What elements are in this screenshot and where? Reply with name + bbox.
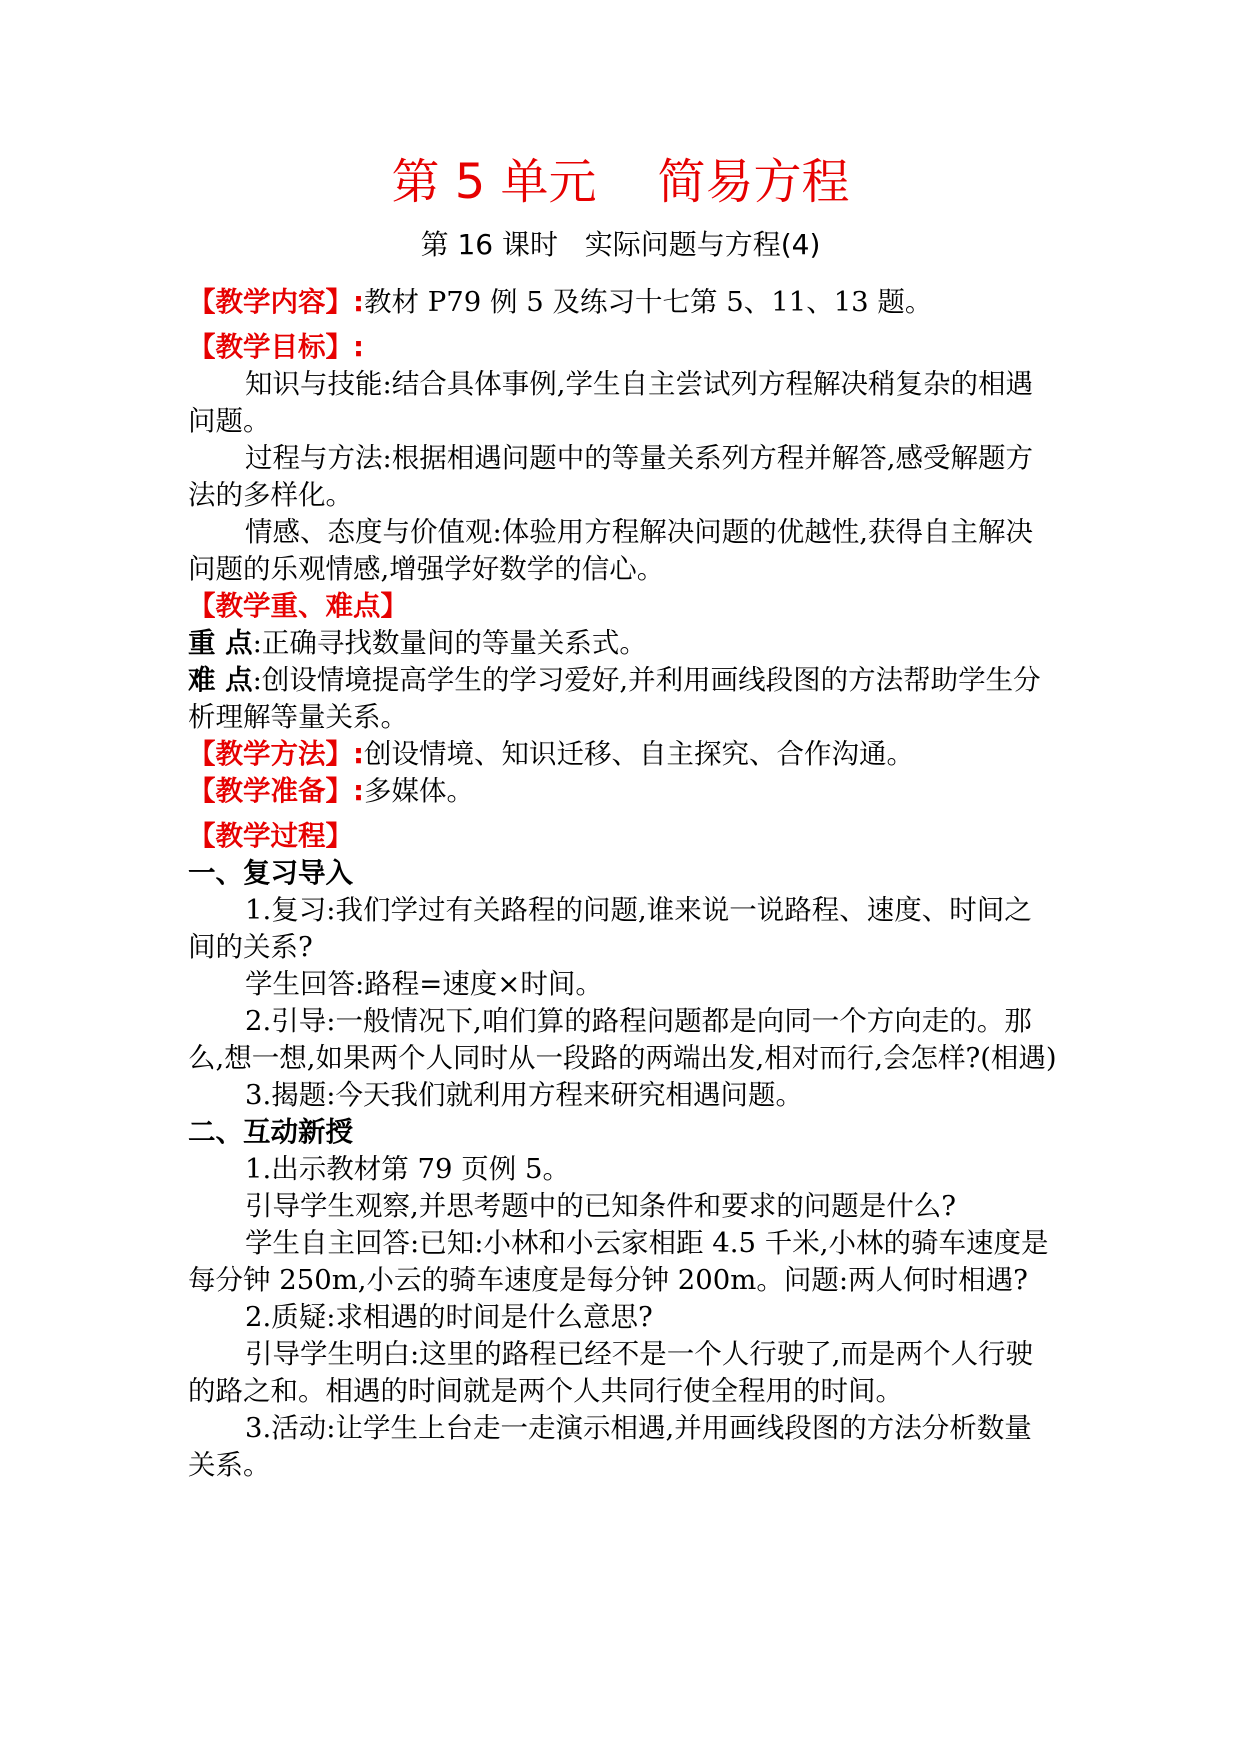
method-label: 【教学方法】: — [188, 738, 364, 770]
teaching-goals-heading — [188, 329, 1058, 366]
section-heading: 一、复习导入 — [188, 857, 353, 889]
section-heading: 二、互动新授 — [188, 1116, 353, 1148]
key-point-text: :正确寻找数量间的等量关系式。 — [252, 627, 647, 659]
goal-item: 情感、态度与价值观:体验用方程解决问题的优越性,获得自主解决问题的乐观情感,增强学好数学的信心。 — [188, 516, 1034, 585]
paragraph: 2.引导:一般情况下,咱们算的路程问题都是向同一个方向走的。那么,想一想,如果两个人同时从一段路的两端出发,相对而行,会怎样?(相遇) — [188, 1005, 1057, 1074]
process-label: 【教学过程】 — [188, 820, 353, 852]
teaching-method — [188, 736, 1058, 773]
paragraph: 3.活动:让学生上台走一走演示相遇,并用画线段图的方法分析数量关系。 — [188, 1412, 1032, 1481]
key-point-label: 重 点 — [188, 627, 253, 659]
paragraph: 3.揭题:今天我们就利用方程来研究相遇问题。 — [245, 1079, 804, 1111]
teaching-content — [188, 284, 1058, 321]
paragraph: 引导学生观察,并思考题中的已知条件和要求的问题是什么? — [245, 1190, 956, 1222]
paragraph: 引导学生明白:这里的路程已经不是一个人行驶了,而是两个人行驶的路之和。相遇的时间就是两个人共同行使全程用的时间。 — [188, 1338, 1034, 1407]
lesson-subtitle: 第 16 课时 实际问题与方程(4) — [420, 228, 821, 261]
goal-item: 知识与技能:结合具体事例,学生自主尝试列方程解决稍复杂的相遇问题。 — [188, 368, 1034, 437]
difficult-point — [188, 662, 1058, 736]
prep-text: 多媒体。 — [364, 775, 474, 807]
teaching-prep — [188, 773, 1058, 810]
key-point — [188, 625, 1058, 662]
prep-label: 【教学准备】: — [188, 775, 364, 807]
paragraph: 1.复习:我们学过有关路程的问题,谁来说一说路程、速度、时间之间的关系? — [188, 894, 1032, 963]
paragraph: 1.出示教材第 79 页例 5。 — [245, 1153, 570, 1185]
content-text: 教材 P79 例 5 及练习十七第 5、11、13 题。 — [364, 286, 933, 318]
key-points-label: 【教学重、难点】 — [188, 590, 408, 622]
paragraph: 2.质疑:求相遇的时间是什么意思? — [245, 1301, 653, 1333]
goals-label: 【教学目标】: — [188, 331, 364, 363]
paragraph: 学生回答:路程=速度×时间。 — [245, 968, 603, 1000]
process-heading — [188, 818, 1058, 855]
content-label: 【教学内容】: — [188, 286, 364, 318]
goal-item: 过程与方法:根据相遇问题中的等量关系列方程并解答,感受解题方法的多样化。 — [188, 442, 1034, 511]
difficult-point-label: 难 点 — [188, 664, 253, 696]
unit-title: 第 5 单元 简易方程 — [391, 154, 850, 210]
key-points-heading — [188, 588, 1058, 625]
paragraph: 学生自主回答:已知:小林和小云家相距 4.5 千米,小林的骑车速度是每分钟 250m,小云的骑车速度是每分钟 200m。问题:两人何时相遇? — [188, 1227, 1049, 1296]
lesson-body — [188, 284, 1058, 1484]
difficult-point-text: :创设情境提高学生的学习爱好,并利用画线段图的方法帮助学生分析理解等量关系。 — [188, 664, 1041, 733]
method-text: 创设情境、知识迁移、自主探究、合作沟通。 — [364, 738, 914, 770]
